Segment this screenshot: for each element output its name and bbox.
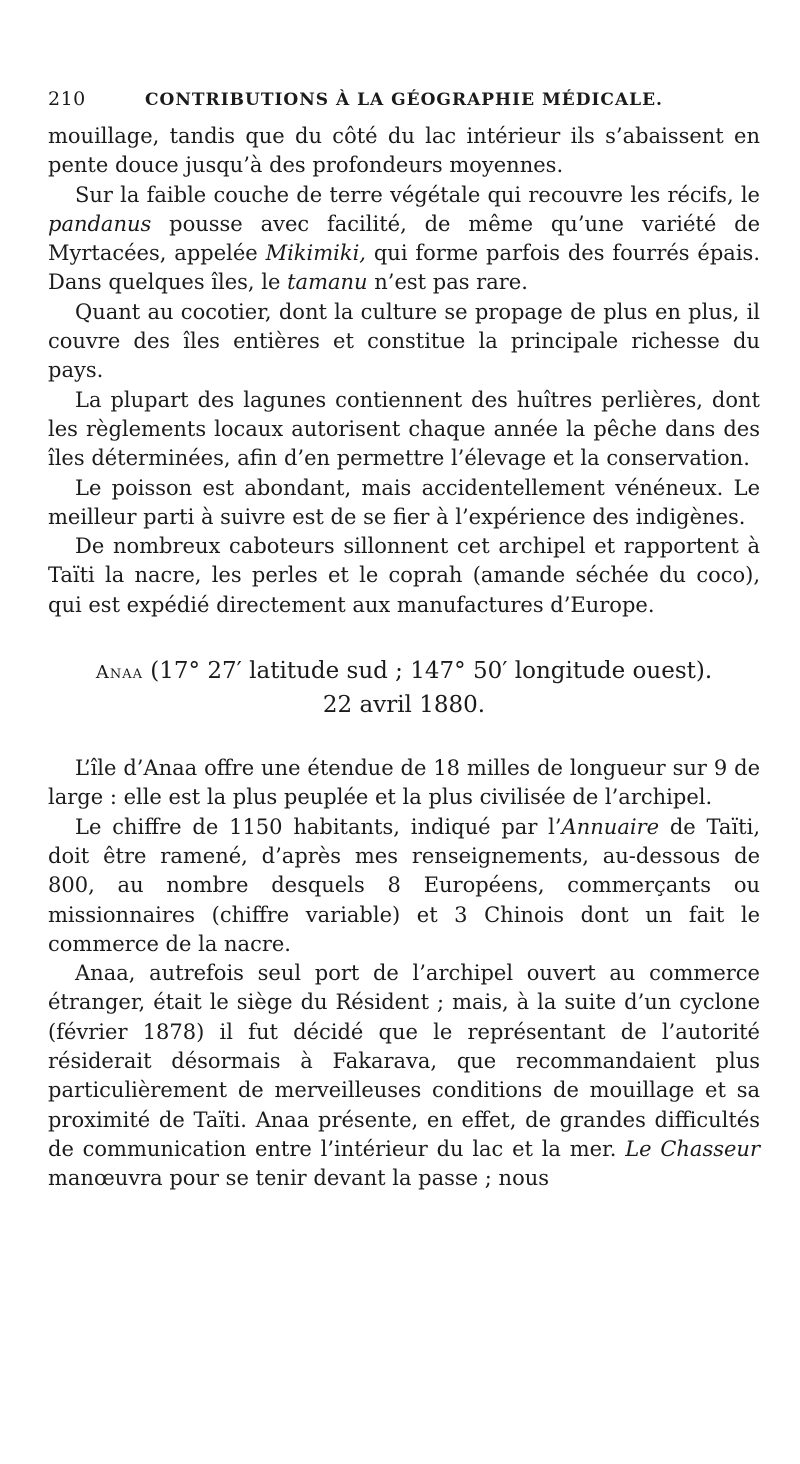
section-date: 22 avril 1880. [322,692,486,719]
text-run: Le chiffre de 1150 habitants, indiqué par l’ [75,814,562,839]
text-run: Anaa, autrefois seul port de l’archipel ouvert au commerce étranger, était le siège du Résident ; mais, à la suite d’un cyclone (février 1878) il fut décidé que le représentant de l’autorité résiderait désormais à Fakarava, que recommandaient plus particulièrement de merveilleuses conditions de mouillage et sa proximité de Taïti. Anaa présente, en effet, de grandes difficultés de communication entre l’intérieur du lac et la mer. [48,961,760,1161]
text-run: La plupart des lagunes contiennent des huîtres perlières, dont les règlements locaux autorisent chaque année la pêche dans des îles déterminées, afin d’en permettre l’élevage et la conservation. [48,387,760,471]
paragraph [48,181,760,298]
text-run: de Taïti, doit être ramené, d’après mes renseignements, au-dessous de 800, au nombre desquels 8 Européens, commerçants ou missionnaires (chiffre variable) et 3 Chinois dont un fait le commerce de la nacre. [48,814,760,956]
paragraph [48,298,760,386]
text-block-after [48,754,760,1193]
text-run: manœuvra pour se tenir devant la passe ; nous [48,1166,550,1191]
paragraph [48,122,760,181]
page-header [48,88,760,122]
text-run: mouillage, tandis que du côté du lac intérieur ils s’abaissent en pente douce jusqu’à des profondeurs moyennes. [48,124,760,178]
italic-text: Mikimiki, [265,241,366,266]
text-run: n’est pas rare. [367,270,528,295]
section-place: Anaa [95,662,143,684]
text-run: pousse avec facilité, de même qu’une variété de Myrtacées, appelée [48,211,760,266]
text-run: Quant au cocotier, dont la culture se propage de plus en plus, il couvre des îles entières et constitue la principale richesse du pays. [48,299,760,383]
paragraph [48,959,760,1193]
paragraph [48,386,760,474]
italic-text: tamanu [287,270,368,295]
page-number: 210 [48,88,86,110]
section-heading [48,655,760,721]
text-run: Le poisson est abondant, mais accidentellement vénéneux. Le meilleur parti à suivre est de se fier à l’expérience des indigènes. [48,475,760,529]
section-coordinates: (17° 27′ latitude sud ; 147° 50′ longitude ouest). [143,658,713,685]
paragraph [48,754,760,813]
italic-text: Annuaire [561,814,660,839]
text-block-before [48,122,760,620]
italic-text: Le Chasseur [625,1136,760,1161]
page-body [48,122,760,1194]
italic-text: pandanus [48,211,152,236]
text-run: Sur la faible couche de terre végétale qui recouvre les récifs, le [75,182,760,207]
paragraph [48,474,760,533]
paragraph [48,532,760,620]
running-title: CONTRIBUTIONS À LA GÉOGRAPHIE MÉDICALE. [145,90,663,110]
text-run: De nombreux caboteurs sillonnent cet archipel et rapportent à Taïti la nacre, les perles et le coprah (amande séchée du coco), qui est expédié directement aux manufactures d’Europe. [48,534,760,617]
paragraph [48,813,760,959]
text-run: L’île d’Anaa offre une étendue de 18 milles de longueur sur 9 de large : elle est la plus peuplée et la plus civilisée de l’archipel. [48,756,760,810]
text-run: qui forme parfois des fourrés épais. Dans quelques îles, le [48,241,760,295]
book-page [48,88,760,1194]
